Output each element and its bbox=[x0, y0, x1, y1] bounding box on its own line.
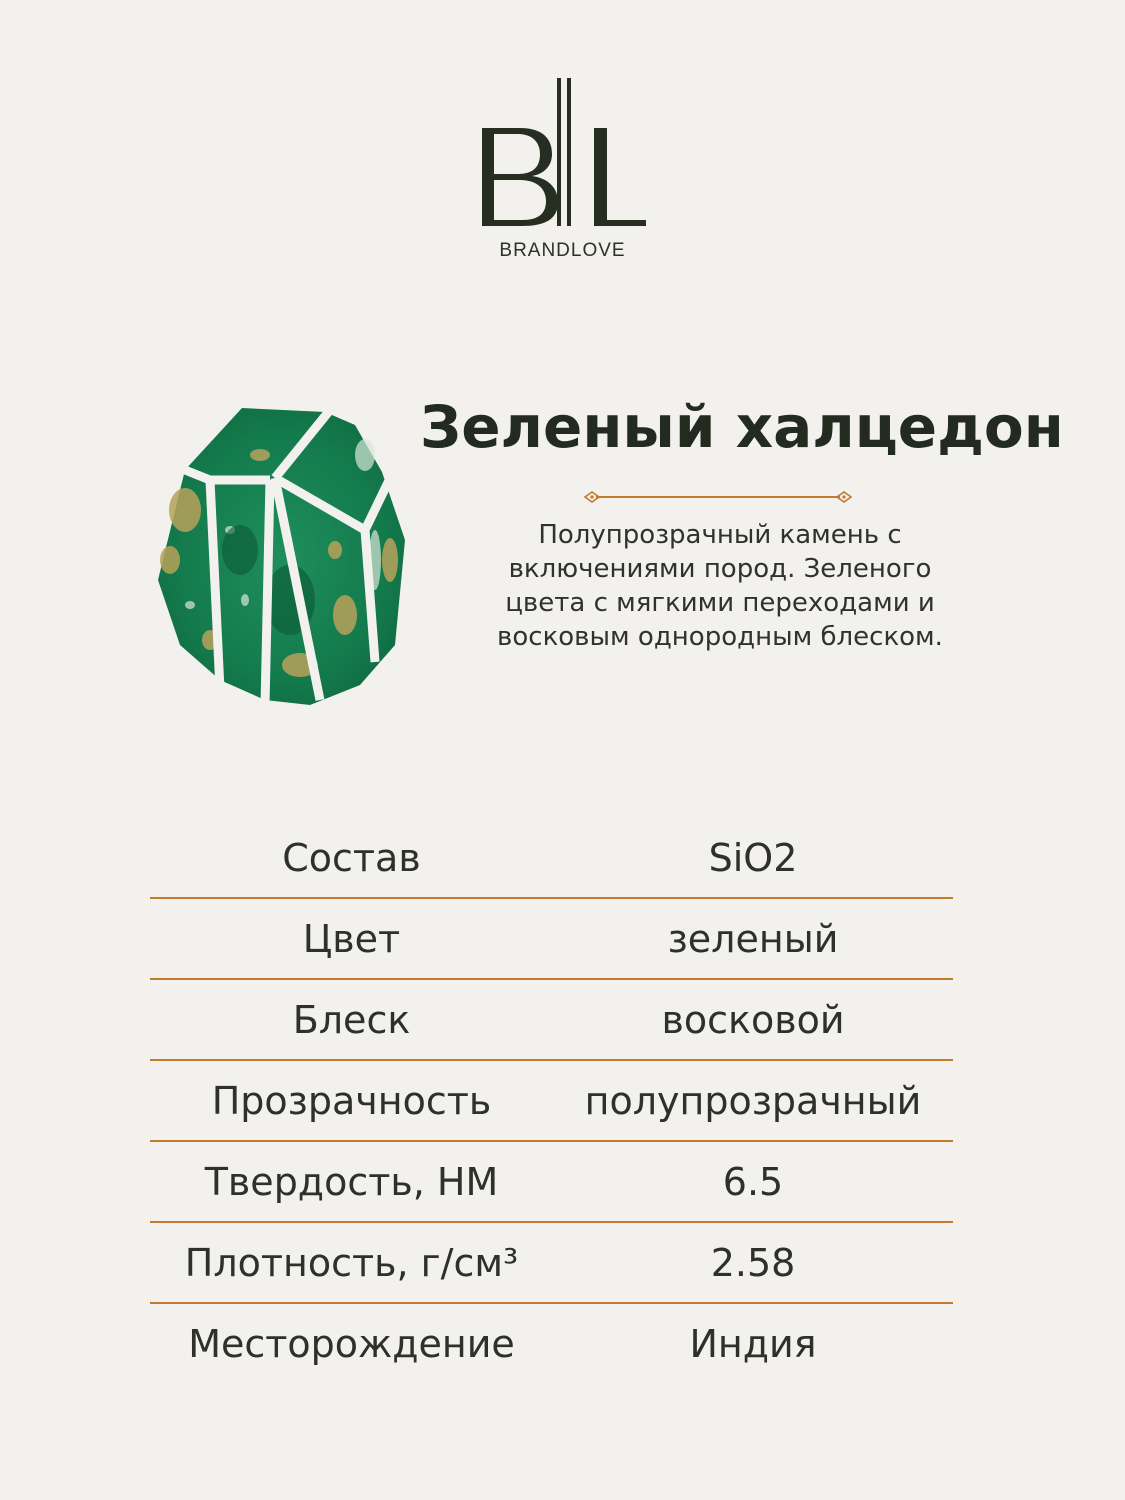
ornament-divider-icon bbox=[582, 487, 854, 507]
table-row bbox=[150, 1142, 953, 1223]
table-row bbox=[150, 980, 953, 1061]
brandlove-monogram-icon bbox=[470, 70, 660, 240]
property-value: 2.58 bbox=[710, 1240, 796, 1285]
product-title: Зеленый халцедон bbox=[420, 393, 1064, 461]
brand-logo bbox=[0, 70, 1125, 270]
table-row bbox=[150, 818, 953, 899]
property-value: полупрозрачный bbox=[584, 1078, 922, 1123]
property-value: Индия bbox=[689, 1321, 817, 1366]
property-name: Твердость, НМ bbox=[204, 1159, 499, 1204]
property-value: восковой bbox=[661, 997, 845, 1042]
property-name: Прозрачность bbox=[211, 1078, 492, 1123]
product-description: Полупрозрачный камень с включениями пород. Зеленого цвета с мягкими переходами и восковым однородным блеском. bbox=[497, 520, 943, 652]
green-chalcedony-stone-icon bbox=[150, 400, 420, 710]
property-name: Плотность, г/см³ bbox=[184, 1240, 519, 1285]
properties-table bbox=[150, 818, 953, 1383]
property-name: Блеск bbox=[292, 997, 411, 1042]
table-row bbox=[150, 1304, 953, 1383]
property-value: зеленый bbox=[667, 916, 839, 961]
property-name: Месторождение bbox=[188, 1321, 515, 1366]
table-row bbox=[150, 1061, 953, 1142]
property-value: 6.5 bbox=[722, 1159, 784, 1204]
property-name: Цвет bbox=[302, 916, 401, 961]
property-name: Состав bbox=[282, 835, 421, 880]
brand-caption: BRANDLOVE bbox=[499, 240, 626, 261]
table-row bbox=[150, 899, 953, 980]
table-row bbox=[150, 1223, 953, 1304]
property-value: SiO2 bbox=[708, 835, 798, 880]
